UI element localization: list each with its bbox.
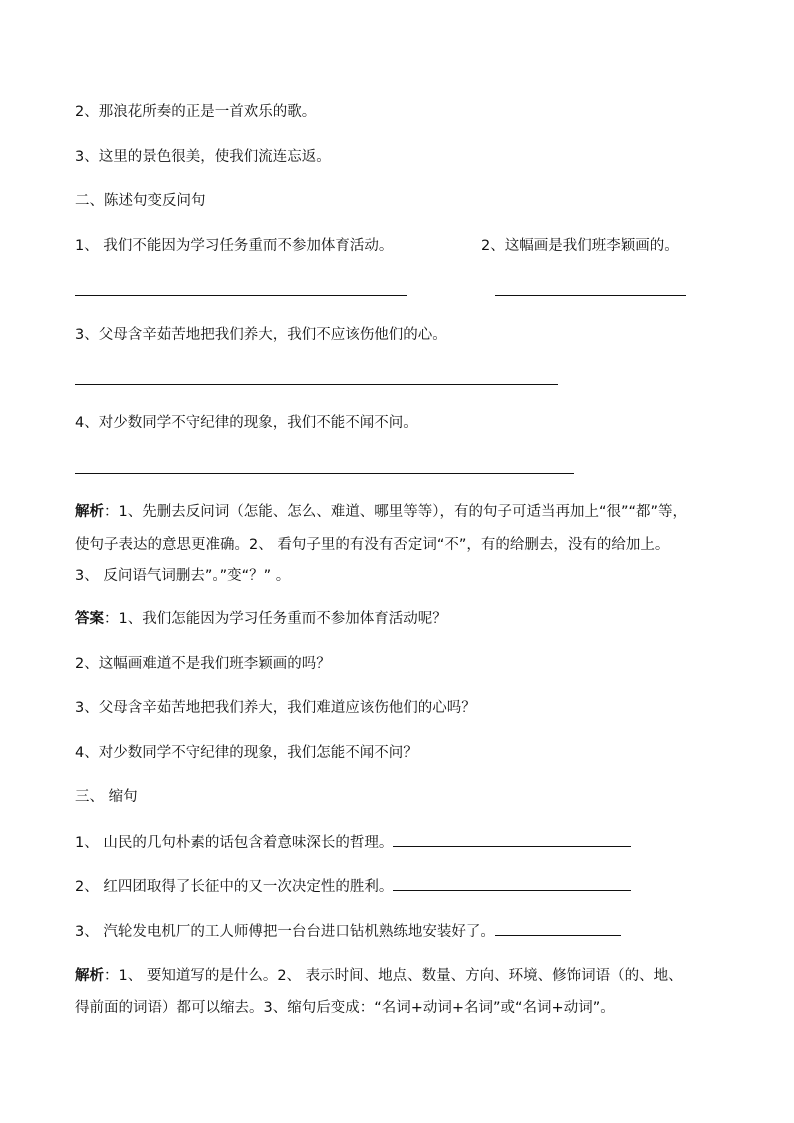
answer-blank-6[interactable] bbox=[393, 876, 631, 891]
analysis-text: ：1、 要知道写的是什么。2、 表示时间、地点、数量、方向、环境、修饰词语（的、地、 bbox=[104, 968, 683, 984]
s3-question-2-text: 2、 红四团取得了长征中的又一次决定性的胜利。 bbox=[75, 879, 394, 895]
answer-blank-4[interactable] bbox=[75, 473, 574, 474]
s2-question-3: 3、父母含辛茹苦地把我们养大，我们不应该伤他们的心。 bbox=[75, 327, 447, 343]
analysis-label: 解析 bbox=[75, 504, 104, 520]
sentence-3: 3、这里的景色很美，使我们流连忘返。 bbox=[75, 149, 331, 165]
answer-blank-3[interactable] bbox=[75, 384, 558, 385]
answer-blank-1[interactable] bbox=[75, 295, 407, 296]
s3-question-3-text: 3、 汽轮发电机厂的工人师傅把一台台进口钻机熟练地安装好了。 bbox=[75, 924, 495, 940]
answer-text: ：1、我们怎能因为学习任务重而不参加体育活动呢？ bbox=[104, 611, 447, 627]
s3-analysis-line-1 bbox=[75, 966, 683, 986]
s2-analysis-line-1 bbox=[75, 502, 687, 522]
s2-question-2: 2、这幅画是我们班李颖画的。 bbox=[481, 238, 679, 254]
s3-question-1-text: 1、 山民的几句朴素的话包含着意味深长的哲理。 bbox=[75, 835, 394, 851]
s2-question-1: 1、 我们不能因为学习任务重而不参加体育活动。 bbox=[75, 238, 394, 254]
analysis-text: ：1、先删去反问词（怎能、怎么、难道、哪里等等），有的句子可适当再加上“很”“都”等， bbox=[104, 504, 688, 520]
s3-question-3 bbox=[75, 921, 621, 942]
analysis-label: 解析 bbox=[75, 968, 104, 984]
answer-blank-7[interactable] bbox=[495, 921, 621, 936]
s2-answer-line-4: 4、对少数同学不守纪律的现象，我们怎能不闻不问？ bbox=[75, 745, 418, 761]
section-3-heading: 三、 缩句 bbox=[75, 789, 138, 805]
s2-answer-line-3: 3、父母含辛茹苦地把我们养大，我们难道应该伤他们的心吗？ bbox=[75, 700, 476, 716]
answer-label: 答案 bbox=[75, 611, 104, 627]
s2-answer-line-2: 2、这幅画难道不是我们班李颖画的吗？ bbox=[75, 656, 331, 672]
answer-blank-5[interactable] bbox=[393, 832, 631, 847]
s3-question-1 bbox=[75, 832, 631, 853]
s2-analysis-line-2: 使句子表达的意思更准确。2、 看句子里的有没有否定词“不”，有的给删去，没有的给加上。 bbox=[75, 537, 670, 553]
s2-answer-line-1 bbox=[75, 609, 447, 629]
section-2-heading: 二、陈述句变反问句 bbox=[75, 193, 206, 209]
s2-analysis-line-3: 3、 反问语气词删去”。”变“？” 。 bbox=[75, 568, 291, 584]
s3-question-2 bbox=[75, 876, 631, 897]
s2-question-4: 4、对少数同学不守纪律的现象，我们不能不闻不问。 bbox=[75, 415, 418, 431]
s3-analysis-line-2: 得前面的词语）都可以缩去。3、缩句后变成：“名词+动词+名词”或“名词+动词”。 bbox=[75, 1000, 615, 1016]
sentence-2: 2、那浪花所奏的正是一首欢乐的歌。 bbox=[75, 104, 317, 120]
answer-blank-2[interactable] bbox=[495, 295, 686, 296]
